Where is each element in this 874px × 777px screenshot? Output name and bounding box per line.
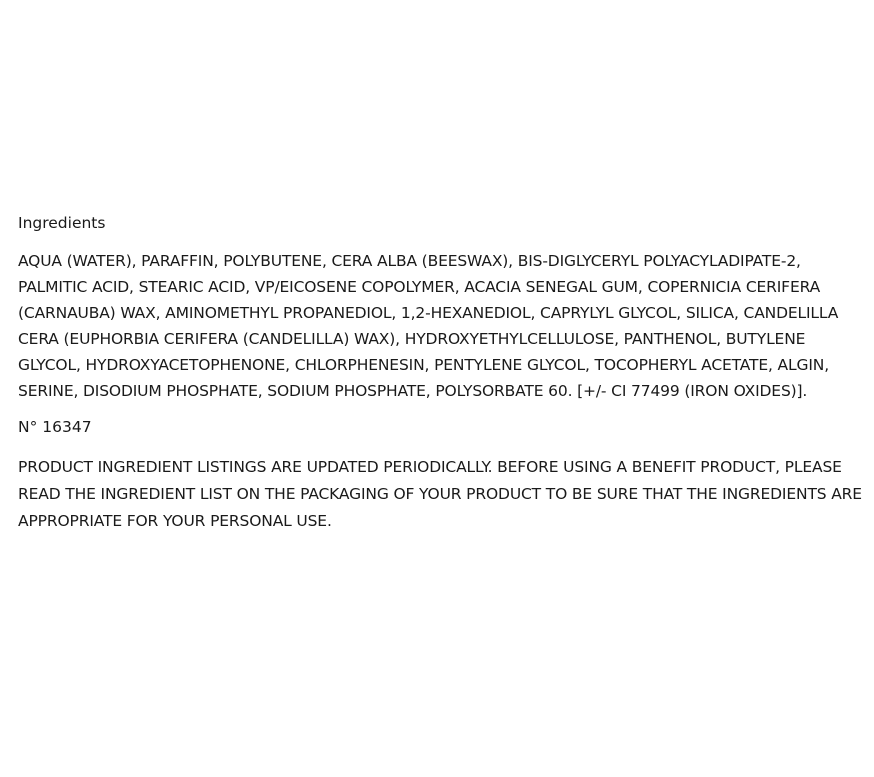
ingredients-heading: Ingredients [18, 214, 106, 232]
ingredients-list: AQUA (WATER), PARAFFIN, POLYBUTENE, CERA ALBA (BEESWAX), BIS-DIGLYCERYL POLYACYLADIPATE-2, PALMITIC ACID, STEARIC ACID, VP/EICOSENE COPOLYMER, ACACIA SENEGAL GUM, COPERNICIA CERIFERA (CARNAUBA) WAX, AMINOMETHYL PROPANEDIOL, 1,2-HEXANEDIOL, CAPRYLYL GLYCOL, SILICA, CANDELILLA CERA (EUPHORBIA CERIFERA (CANDELILLA) WAX), HYDROXYETHYLCELLULOSE, PANTHENOL, BUTYLENE GLYCOL, HYDROXYACETOPHENONE, CHLORPHENESIN, PENTYLENE GLYCOL, TOCOPHERYL ACETATE, ALGIN, SERINE, DISODIUM PHOSPHATE, SODIUM PHOSPHATE, POLYSORBATE 60. [+/- CI 77499 (IRON OXIDES)]. [18, 252, 839, 400]
disclaimer-text: PRODUCT INGREDIENT LISTINGS ARE UPDATED PERIODICALLY. BEFORE USING A BENEFIT PRODUCT, PLEASE READ THE INGREDIENT LIST ON THE PACKAGING OF YOUR PRODUCT TO BE SURE THAT THE INGREDIENTS ARE APPROPRIATE FOR YOUR PERSONAL USE. [18, 458, 862, 530]
ingredients-section [18, 212, 868, 535]
product-number: N° 16347 [18, 418, 92, 436]
